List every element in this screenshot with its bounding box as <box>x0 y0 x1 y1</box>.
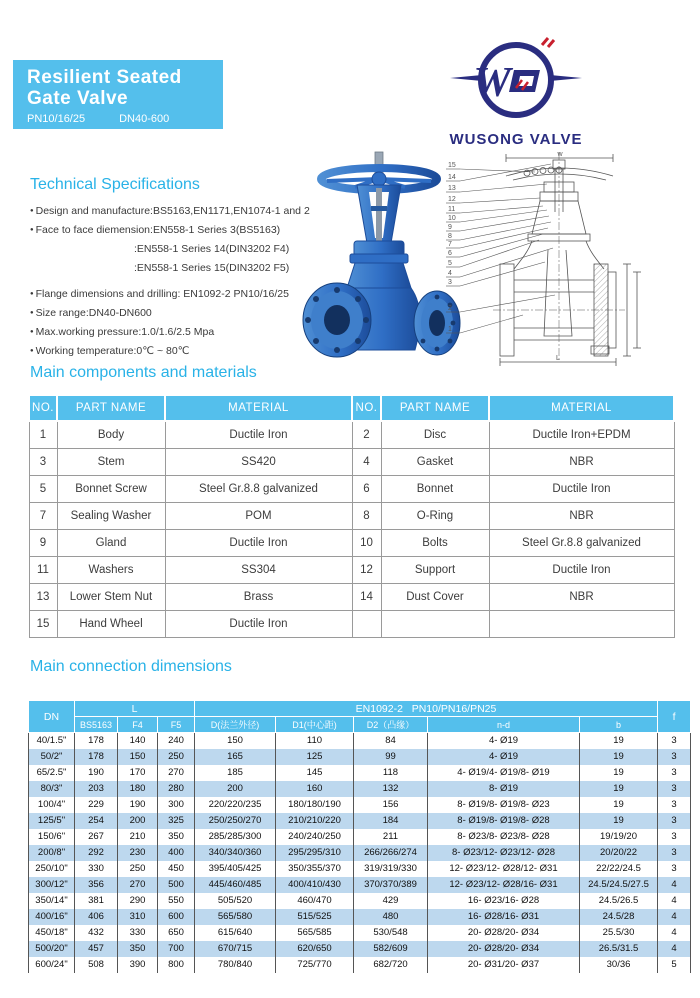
table-cell: 19 <box>580 765 658 781</box>
table-cell: 230 <box>118 845 158 861</box>
table-cell: 381 <box>75 893 118 909</box>
table-cell: 3 <box>658 861 691 877</box>
table-cell: 3 <box>658 733 691 749</box>
spec-item: ● Working temperature:0℃ ~ 80℃ <box>30 342 330 361</box>
callout-number: 9 <box>448 224 452 231</box>
table-cell: 26.5/31.5 <box>580 941 658 957</box>
table-cell: 24.5/28 <box>580 909 658 925</box>
valve-photo <box>293 150 465 365</box>
spec-item: ● Max.working pressure:1.0/1.6/2.5 Mpa <box>30 323 330 342</box>
table-row <box>29 813 691 829</box>
table-cell: 19 <box>580 749 658 765</box>
table-cell: 3 <box>658 797 691 813</box>
table-cell: 211 <box>354 829 428 845</box>
table-cell: 400/16" <box>29 909 75 925</box>
col-header-material: MATERIAL <box>489 395 674 421</box>
table-cell: 515/525 <box>276 909 354 925</box>
pressure-range: PN10/16/25 <box>27 113 86 125</box>
table-cell: 8- Ø19/8- Ø19/8- Ø28 <box>428 813 580 829</box>
table-cell: 84 <box>354 733 428 749</box>
table-cell: 1 <box>29 421 57 448</box>
table-cell: Sealing Washer <box>57 502 165 529</box>
table-cell: 19 <box>580 781 658 797</box>
table-cell: Washers <box>57 556 165 583</box>
table-row <box>29 797 691 813</box>
table-cell: 4 <box>658 893 691 909</box>
table-cell: 432 <box>75 925 118 941</box>
table-cell: NBR <box>489 448 674 475</box>
table-cell: 395/405/425 <box>195 861 276 877</box>
table-cell: 270 <box>118 877 158 893</box>
drawing-lines <box>493 152 641 366</box>
table-cell: 4- Ø19/4- Ø19/8- Ø19 <box>428 765 580 781</box>
components-header-row <box>29 395 674 421</box>
table-cell: 24.5/24.5/27.5 <box>580 877 658 893</box>
col-group-en1092: EN1092-2 PN10/PN16/PN25 <box>195 701 658 717</box>
table-cell: 550 <box>158 893 195 909</box>
spec-item: :EN558-1 Series 15(DIN3202 F5) <box>134 262 290 274</box>
table-cell: Hand Wheel <box>57 610 165 637</box>
table-cell: 240 <box>158 733 195 749</box>
section-heading-dimensions: Main connection dimensions <box>30 658 232 675</box>
table-cell: 500 <box>158 877 195 893</box>
table-row <box>29 583 674 610</box>
table-cell: 340/340/360 <box>195 845 276 861</box>
table-cell: 3 <box>658 813 691 829</box>
table-cell: 12 <box>352 556 381 583</box>
components-table <box>28 394 675 638</box>
table-row <box>29 925 691 941</box>
part-callouts <box>446 162 555 333</box>
table-cell: Ductile Iron <box>165 610 352 637</box>
drawing-dim-top-label: w <box>557 151 563 158</box>
table-cell: 4 <box>658 877 691 893</box>
table-row <box>29 556 674 583</box>
table-cell: 125/5" <box>29 813 75 829</box>
table-cell: 780/840 <box>195 957 276 973</box>
table-cell: 8 <box>352 502 381 529</box>
table-cell: 400 <box>158 845 195 861</box>
table-cell: 20- Ø28/20- Ø34 <box>428 941 580 957</box>
col-header-d2: D2（凸缘） <box>354 717 428 733</box>
table-cell: 330 <box>75 861 118 877</box>
table-cell: Brass <box>165 583 352 610</box>
table-cell: 165 <box>195 749 276 765</box>
table-row <box>29 861 691 877</box>
callout-number: 11 <box>448 206 456 213</box>
table-cell: 14 <box>352 583 381 610</box>
table-cell: 180/180/190 <box>276 797 354 813</box>
table-cell: 185 <box>195 765 276 781</box>
table-cell: 290 <box>118 893 158 909</box>
table-cell: 250 <box>118 861 158 877</box>
table-cell: 406 <box>75 909 118 925</box>
table-row <box>29 529 674 556</box>
table-cell: 24.5/26.5 <box>580 893 658 909</box>
table-cell: 266/266/274 <box>354 845 428 861</box>
size-range: DN40-600 <box>119 113 170 125</box>
table-cell: 220/220/235 <box>195 797 276 813</box>
table-cell: 3 <box>658 749 691 765</box>
table-cell: 400/410/430 <box>276 877 354 893</box>
table-cell: 25.5/30 <box>580 925 658 941</box>
table-cell <box>489 610 674 637</box>
dimensions-subheader-row <box>29 717 691 733</box>
table-cell: 5 <box>29 475 57 502</box>
table-cell: 292 <box>75 845 118 861</box>
table-row <box>29 749 691 765</box>
callout-number: 6 <box>448 250 452 257</box>
table-cell: 350/14" <box>29 893 75 909</box>
table-cell: 240/240/250 <box>276 829 354 845</box>
table-cell: 4 <box>658 909 691 925</box>
table-cell: 500/20" <box>29 941 75 957</box>
table-cell: 15 <box>29 610 57 637</box>
table-cell: 460/470 <box>276 893 354 909</box>
col-header-no: NO. <box>352 395 381 421</box>
table-cell: 3 <box>658 781 691 797</box>
table-cell: 565/580 <box>195 909 276 925</box>
table-cell: 310 <box>118 909 158 925</box>
table-cell: 9 <box>29 529 57 556</box>
callout-number: 10 <box>448 215 456 222</box>
callout-number: 15 <box>448 162 456 169</box>
table-cell: 6 <box>352 475 381 502</box>
table-cell: POM <box>165 502 352 529</box>
table-cell: 670/715 <box>195 941 276 957</box>
table-cell: 356 <box>75 877 118 893</box>
table-row <box>29 502 674 529</box>
table-cell: 270 <box>158 765 195 781</box>
col-header-bs5163: BS5163 <box>75 717 118 733</box>
table-cell: 13 <box>29 583 57 610</box>
table-cell: 505/520 <box>195 893 276 909</box>
table-cell: 450 <box>158 861 195 877</box>
valve-section-drawing <box>443 150 690 368</box>
table-cell: 210 <box>118 829 158 845</box>
table-row <box>29 877 691 893</box>
table-cell: 5 <box>658 957 691 973</box>
table-cell: 700 <box>158 941 195 957</box>
table-cell: 4- Ø19 <box>428 749 580 765</box>
spec-item: ● Face to face diemension:EN558-1 Series 3(BS5163) <box>30 221 330 240</box>
table-cell: Body <box>57 421 165 448</box>
table-cell: 190 <box>118 797 158 813</box>
table-cell: 8- Ø19/8- Ø19/8- Ø23 <box>428 797 580 813</box>
table-cell: Ductile Iron <box>165 421 352 448</box>
table-cell: Ductile Iron <box>165 529 352 556</box>
table-cell: 190 <box>75 765 118 781</box>
table-row <box>29 475 674 502</box>
product-title-line2: Gate Valve <box>27 88 129 109</box>
table-cell: 620/650 <box>276 941 354 957</box>
table-cell: 3 <box>658 845 691 861</box>
table-cell: 350/355/370 <box>276 861 354 877</box>
section-heading-components: Main components and materials <box>30 364 257 381</box>
table-cell: 40/1.5" <box>29 733 75 749</box>
table-cell: 4 <box>658 941 691 957</box>
callout-number: 14 <box>448 174 456 181</box>
col-header-d: D(法兰外径) <box>195 717 276 733</box>
table-cell: 508 <box>75 957 118 973</box>
table-cell: 2 <box>352 421 381 448</box>
table-cell <box>381 610 489 637</box>
table-cell: 80/3" <box>29 781 75 797</box>
col-header-b: b <box>580 717 658 733</box>
table-cell: 565/585 <box>276 925 354 941</box>
table-row <box>29 845 691 861</box>
table-row <box>29 893 691 909</box>
table-cell: 8- Ø19 <box>428 781 580 797</box>
table-cell: 800 <box>158 957 195 973</box>
col-header-dn: DN <box>29 701 75 733</box>
col-header-n-d: n-d <box>428 717 580 733</box>
table-cell: Disc <box>381 421 489 448</box>
table-cell: 682/720 <box>354 957 428 973</box>
table-cell: 118 <box>354 765 428 781</box>
dimensions-header-group-row <box>29 701 691 717</box>
table-cell: 184 <box>354 813 428 829</box>
col-header-f5: F5 <box>158 717 195 733</box>
callout-number: 3 <box>448 279 452 286</box>
table-cell: 3 <box>658 765 691 781</box>
table-cell: 4- Ø19 <box>428 733 580 749</box>
table-row <box>29 909 691 925</box>
spec-item: ● Flange dimensions and drilling: EN1092-2 PN10/16/25 <box>30 285 330 304</box>
table-cell: 319/319/330 <box>354 861 428 877</box>
brand-name: WUSONG VALVE <box>449 131 583 148</box>
section-heading-specs: Technical Specifications <box>30 176 200 193</box>
table-cell: Ductile Iron+EPDM <box>489 421 674 448</box>
table-cell: 150 <box>118 749 158 765</box>
table-row <box>29 957 691 973</box>
table-cell: 11 <box>29 556 57 583</box>
table-cell: 200 <box>195 781 276 797</box>
table-row <box>29 829 691 845</box>
col-group-l: L <box>75 701 195 717</box>
table-cell: 210/210/220 <box>276 813 354 829</box>
table-cell: 429 <box>354 893 428 909</box>
table-cell: NBR <box>489 502 674 529</box>
table-cell: 280 <box>158 781 195 797</box>
table-cell: 530/548 <box>354 925 428 941</box>
table-row <box>29 733 691 749</box>
table-cell: 650 <box>158 925 195 941</box>
table-cell: 4 <box>658 925 691 941</box>
col-header-d1: D1(中心距) <box>276 717 354 733</box>
table-cell: 200 <box>118 813 158 829</box>
drawing-dim-bottom-label: L <box>556 355 560 362</box>
table-row <box>29 765 691 781</box>
table-row <box>29 610 674 637</box>
product-title-line1: Resilient Seated <box>27 67 182 88</box>
spec-item: ● Size range:DN40-DN600 <box>30 304 330 323</box>
table-cell: 99 <box>354 749 428 765</box>
table-cell: 229 <box>75 797 118 813</box>
table-row <box>29 448 674 475</box>
table-cell: SS420 <box>165 448 352 475</box>
callout-number: 1 <box>448 326 452 333</box>
callout-number: 5 <box>448 260 452 267</box>
table-cell: 150 <box>195 733 276 749</box>
table-cell: 350 <box>118 941 158 957</box>
table-cell: 10 <box>352 529 381 556</box>
spec-list <box>30 202 330 361</box>
table-cell: Bolts <box>381 529 489 556</box>
table-cell: 20- Ø28/20- Ø34 <box>428 925 580 941</box>
table-cell: 480 <box>354 909 428 925</box>
table-cell: 178 <box>75 749 118 765</box>
table-cell: 8- Ø23/8- Ø23/8- Ø28 <box>428 829 580 845</box>
table-cell: 8- Ø23/12- Ø23/12- Ø28 <box>428 845 580 861</box>
table-cell: 300/12" <box>29 877 75 893</box>
table-cell: 285/285/300 <box>195 829 276 845</box>
table-cell: SS304 <box>165 556 352 583</box>
gate-valve-render <box>303 152 460 357</box>
table-cell: Ductile Iron <box>489 556 674 583</box>
col-header-f4: F4 <box>118 717 158 733</box>
table-cell: Gasket <box>381 448 489 475</box>
table-cell: 250/10" <box>29 861 75 877</box>
col-header-part-name: PART NAME <box>381 395 489 421</box>
table-cell: 22/22/24.5 <box>580 861 658 877</box>
table-cell: 250 <box>158 749 195 765</box>
table-cell: 3 <box>658 829 691 845</box>
table-cell: 203 <box>75 781 118 797</box>
table-cell: 19 <box>580 813 658 829</box>
table-cell: Ductile Iron <box>489 475 674 502</box>
col-header-f: f <box>658 701 691 733</box>
table-cell: Bonnet <box>381 475 489 502</box>
table-cell: O-Ring <box>381 502 489 529</box>
callout-number: 4 <box>448 270 452 277</box>
table-row <box>29 941 691 957</box>
table-cell: 390 <box>118 957 158 973</box>
table-cell: 12- Ø23/12- Ø28/16- Ø31 <box>428 877 580 893</box>
table-cell: NBR <box>489 583 674 610</box>
table-cell: Support <box>381 556 489 583</box>
table-cell: 445/460/485 <box>195 877 276 893</box>
table-cell: 16- Ø23/16- Ø28 <box>428 893 580 909</box>
col-header-part-name: PART NAME <box>57 395 165 421</box>
table-cell: 350 <box>158 829 195 845</box>
table-cell: 132 <box>354 781 428 797</box>
callout-number: 13 <box>448 185 456 192</box>
table-cell: 370/370/389 <box>354 877 428 893</box>
table-cell: 250/250/270 <box>195 813 276 829</box>
table-cell: 65/2.5" <box>29 765 75 781</box>
table-cell: 4 <box>352 448 381 475</box>
table-cell: 125 <box>276 749 354 765</box>
table-cell: 16- Ø28/16- Ø31 <box>428 909 580 925</box>
table-cell: 725/770 <box>276 957 354 973</box>
table-cell: 30/36 <box>580 957 658 973</box>
table-cell: 170 <box>118 765 158 781</box>
table-cell: 180 <box>118 781 158 797</box>
product-subtitle <box>27 113 223 125</box>
table-cell: 300 <box>158 797 195 813</box>
table-cell: Bonnet Screw <box>57 475 165 502</box>
col-header-material: MATERIAL <box>165 395 352 421</box>
spec-item: :EN558-1 Series 14(DIN3202 F4) <box>134 243 290 255</box>
table-cell: 19 <box>580 797 658 813</box>
table-cell: 110 <box>276 733 354 749</box>
table-cell: Steel Gr.8.8 galvanized <box>489 529 674 556</box>
table-cell: 200/8" <box>29 845 75 861</box>
table-cell: 178 <box>75 733 118 749</box>
table-cell: 254 <box>75 813 118 829</box>
callout-number: 8 <box>448 233 452 240</box>
table-cell: 100/4" <box>29 797 75 813</box>
table-cell: 50/2" <box>29 749 75 765</box>
table-cell: Lower Stem Nut <box>57 583 165 610</box>
table-cell: 325 <box>158 813 195 829</box>
table-cell: 160 <box>276 781 354 797</box>
table-cell: 140 <box>118 733 158 749</box>
title-box <box>13 60 223 129</box>
table-cell: 150/6" <box>29 829 75 845</box>
table-cell: 267 <box>75 829 118 845</box>
table-row <box>29 781 691 797</box>
table-cell: 19/19/20 <box>580 829 658 845</box>
table-cell: 12- Ø23/12- Ø28/12- Ø31 <box>428 861 580 877</box>
logo-mark-icon <box>442 28 590 124</box>
table-cell: 450/18" <box>29 925 75 941</box>
table-cell: Stem <box>57 448 165 475</box>
table-cell: 20- Ø31/20- Ø37 <box>428 957 580 973</box>
callout-number: 12 <box>448 196 456 203</box>
col-header-no: NO. <box>29 395 57 421</box>
table-cell: 3 <box>29 448 57 475</box>
table-cell: 145 <box>276 765 354 781</box>
table-cell: 582/609 <box>354 941 428 957</box>
table-cell: 19 <box>580 733 658 749</box>
callout-number: 2 <box>448 305 452 312</box>
table-cell: 295/295/310 <box>276 845 354 861</box>
callout-number: 7 <box>448 241 452 248</box>
table-cell: Gland <box>57 529 165 556</box>
table-cell: 20/20/22 <box>580 845 658 861</box>
table-cell <box>352 610 381 637</box>
table-cell: 600 <box>158 909 195 925</box>
table-cell: Dust Cover <box>381 583 489 610</box>
dimensions-table <box>28 700 691 973</box>
spec-item: ● Design and manufacture:BS5163,EN1171,EN1074-1 and 2 <box>30 202 330 221</box>
table-cell: 330 <box>118 925 158 941</box>
table-cell: 7 <box>29 502 57 529</box>
table-row <box>29 421 674 448</box>
brand-logo <box>442 28 590 148</box>
table-cell: 457 <box>75 941 118 957</box>
table-cell: 615/640 <box>195 925 276 941</box>
table-cell: 600/24" <box>29 957 75 973</box>
table-cell: 156 <box>354 797 428 813</box>
table-cell: Steel Gr.8.8 galvanized <box>165 475 352 502</box>
svg-text:W: W <box>473 60 511 106</box>
